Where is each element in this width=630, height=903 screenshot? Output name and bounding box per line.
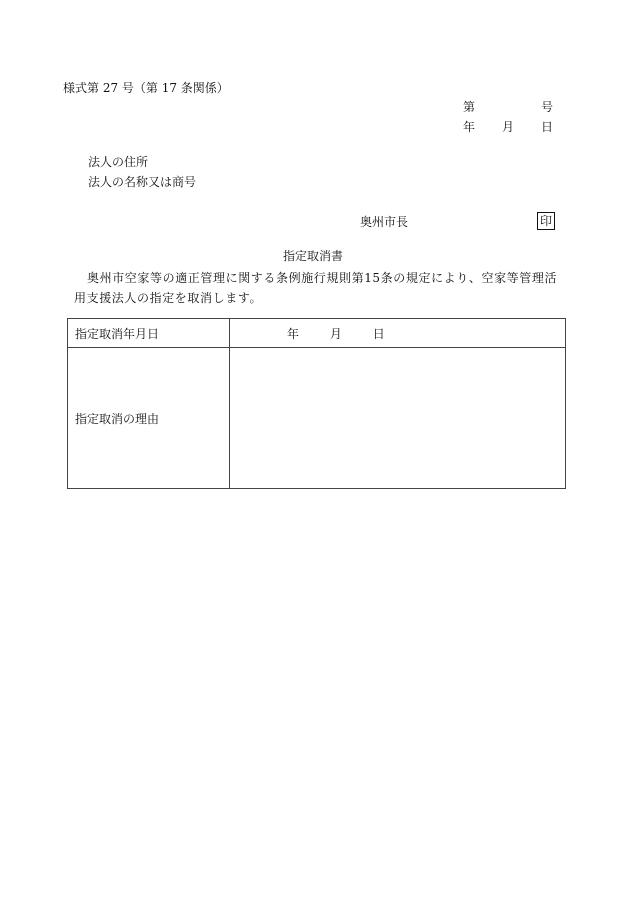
revocation-date-year: 年	[287, 326, 300, 341]
revocation-date-field	[230, 319, 566, 348]
revocation-date-day: 日	[372, 326, 385, 341]
issue-date-year: 年	[463, 120, 476, 134]
revocation-info-table	[67, 318, 566, 489]
table-row	[68, 348, 566, 489]
seal-mark: 印	[537, 212, 555, 230]
doc-number-suffix: 号	[541, 100, 554, 114]
table-row	[68, 319, 566, 348]
revocation-date-label: 指定取消年月日	[68, 319, 230, 348]
recipient-name-label: 法人の名称又は商号	[88, 175, 197, 189]
revocation-date-month: 月	[329, 326, 342, 341]
document-title: 指定取消書	[283, 249, 344, 263]
issuer-title: 奥州市長	[360, 215, 409, 229]
revocation-reason-field	[230, 348, 566, 489]
doc-number-prefix: 第	[463, 100, 476, 114]
issue-date-day: 日	[541, 120, 554, 134]
issue-date-month: 月	[502, 120, 515, 134]
recipient-address-label: 法人の住所	[88, 155, 149, 169]
revocation-reason-label: 指定取消の理由	[68, 348, 230, 489]
form-number: 様式第 27 号（第 17 条関係）	[63, 81, 229, 95]
body-paragraph: 奥州市空家等の適正管理に関する条例施行規則第15条の規定により、空家等管理活用支援法人の指定を取消します。	[74, 271, 558, 305]
